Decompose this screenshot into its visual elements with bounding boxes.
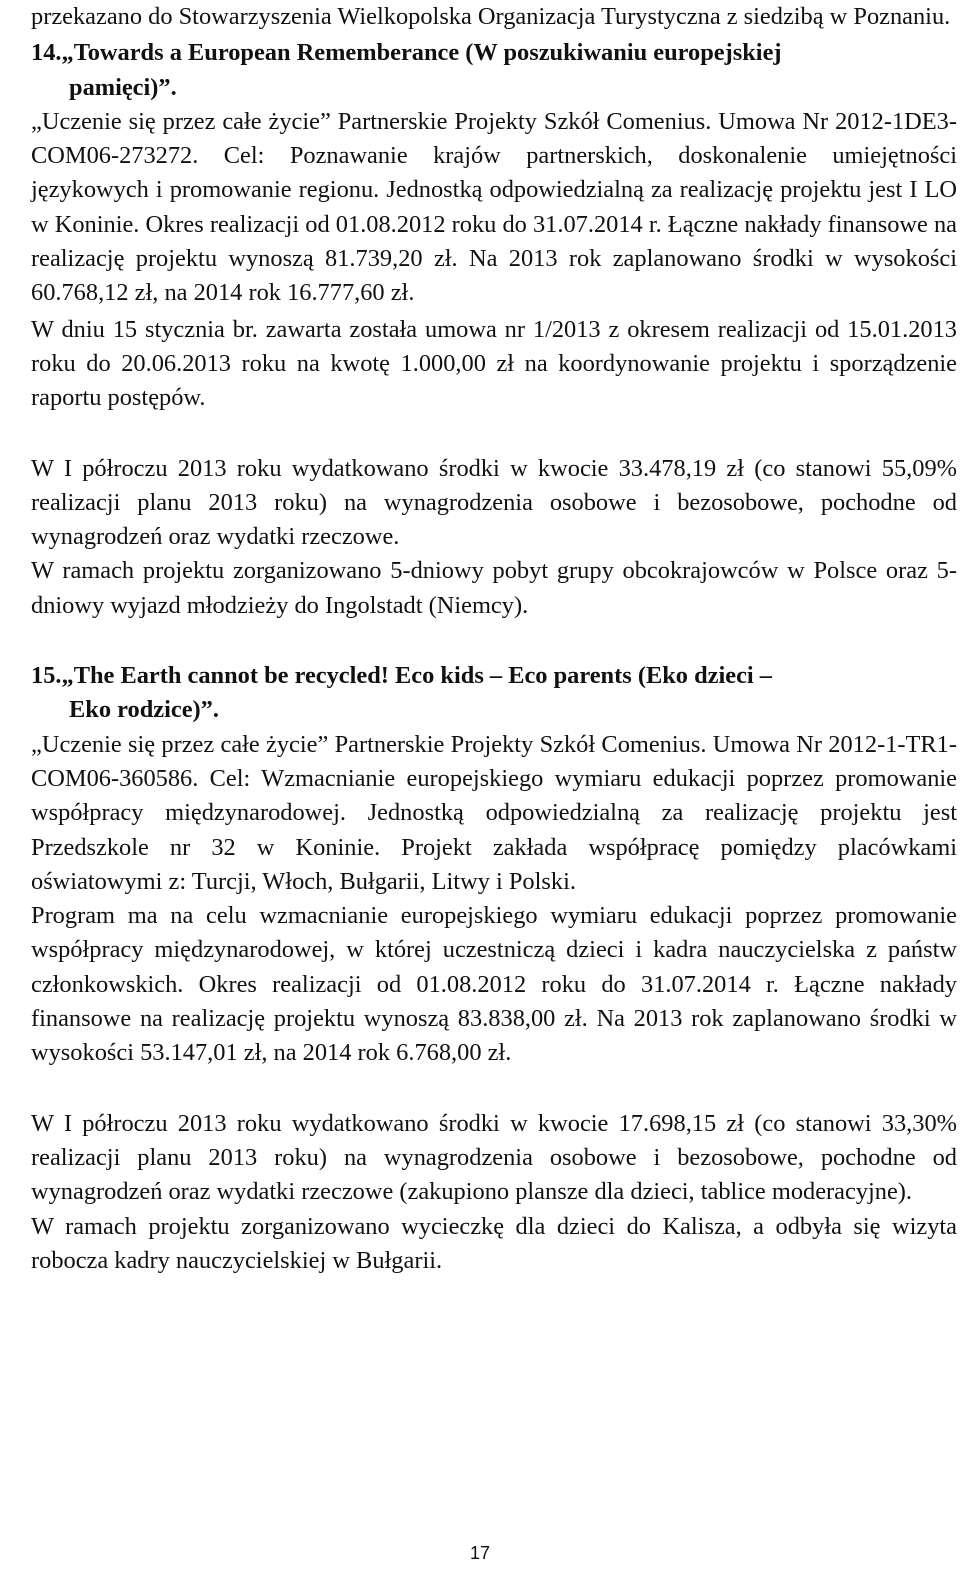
- spacer: [31, 1071, 957, 1107]
- spacer: [31, 623, 957, 659]
- section-15-title-line-1: „The Earth cannot be recycled! Eco kids – Eco parents (Eko dzieci –: [61, 662, 772, 690]
- intro-paragraph: przekazano do Stowarzyszenia Wielkopolska Organizacja Turystyczna z siedzibą w Poznaniu.: [31, 3, 951, 30]
- section-14-program-info: „Uczenie się przez całe życie” Partnerskie Projekty Szkół Comenius. Umowa Nr 2012-1DE3-COM06-273272. Cel: Poznawanie krajów partnerskich, doskonalenie umiejętności językowych i promowanie regionu. Jednostką odpowiedzialną za realizację projektu jest I LO w Koninie. Okres realizacji od 01.08.2012 roku do 31.07.2014 r. Łączne nakłady finansowe na realizację projektu wynoszą 81.739,20 zł. Na 2013 rok zaplanowano środki w wysokości 60.768,12 zł, na 2014 rok 16.777,60 zł.: [31, 107, 957, 307]
- section-15-program-info: „Uczenie się przez całe życie” Partnerskie Projekty Szkół Comenius. Umowa Nr 2012-1-TR1-COM06-360586. Cel: Wzmacnianie europejskiego wymiaru edukacji poprzez promowanie współpracy międzynarodowej. Jednostką odpowiedzialną za realizację projektu jest Przedszkole nr 32 w Koninie. Projekt zakłada współpracę pomiędzy placówkami oświatowymi z: Turcji, Włoch, Bułgarii, Litwy i Polski.: [31, 730, 957, 895]
- section-14-heading: [31, 36, 957, 105]
- section-14-contract-info: W dniu 15 stycznia br. zawarta została umowa nr 1/2013 z okresem realizacji od 15.01.2013 roku do 20.06.2013 roku na kwotę 1.000,00 zł na koordynowanie projektu i sporządzenie raportu postępów.: [31, 315, 957, 412]
- section-14-title-line-1: „Towards a European Rememberance (W poszukiwaniu europejskiej: [61, 39, 782, 67]
- section-14-number: 14.: [31, 39, 62, 67]
- section-15-program-goal: Program ma na celu wzmacnianie europejskiego wymiaru edukacji poprzez promowanie współpracy międzynarodowej, w której uczestniczą dzieci i kadra nauczycielska z państw członkowskich. Okres realizacji od 01.08.2012 roku do 31.07.2014 r. Łączne nakłady finansowe na realizację projektu wynoszą 83.838,00 zł. Na 2013 rok zaplanowano środki w wysokości 53.147,01 zł, na 2014 rok 6.768,00 zł.: [31, 902, 957, 1067]
- spacer: [31, 416, 957, 452]
- section-14-title-line-2: pamięci)”.: [69, 73, 177, 101]
- section-15-title-line-2: Eko rodzice)”.: [69, 696, 219, 724]
- section-14-activities-info: W ramach projektu zorganizowano 5-dniowy pobyt grupy obcokrajowców w Polsce oraz 5-dniowy wyjazd młodzieży do Ingolstadt (Niemcy).: [31, 557, 957, 619]
- section-15-activities-info: W ramach projektu zorganizowano wycieczkę dla dzieci do Kalisza, a odbyła się wizyta robocza kadry nauczycielskiej w Bułgarii.: [31, 1212, 957, 1274]
- section-15-number: 15.: [31, 662, 62, 690]
- section-15-heading: [31, 659, 957, 728]
- section-14-spending-info: W I półroczu 2013 roku wydatkowano środki w kwocie 33.478,19 zł (co stanowi 55,09% realizacji planu 2013 roku) na wynagrodzenia osobowe i bezosobowe, pochodne od wynagrodzeń oraz wydatki rzeczowe.: [31, 454, 957, 551]
- section-15-spending-info: W I półroczu 2013 roku wydatkowano środki w kwocie 17.698,15 zł (co stanowi 33,30% realizacji planu 2013 roku) na wynagrodzenia osobowe i bezosobowe, pochodne od wynagrodzeń oraz wydatki rzeczowe (zakupiono plansze dla dzieci, tablice moderacyjne).: [31, 1109, 957, 1206]
- page-number: 17: [469, 1543, 491, 1563]
- document-page: [31, 0, 957, 1278]
